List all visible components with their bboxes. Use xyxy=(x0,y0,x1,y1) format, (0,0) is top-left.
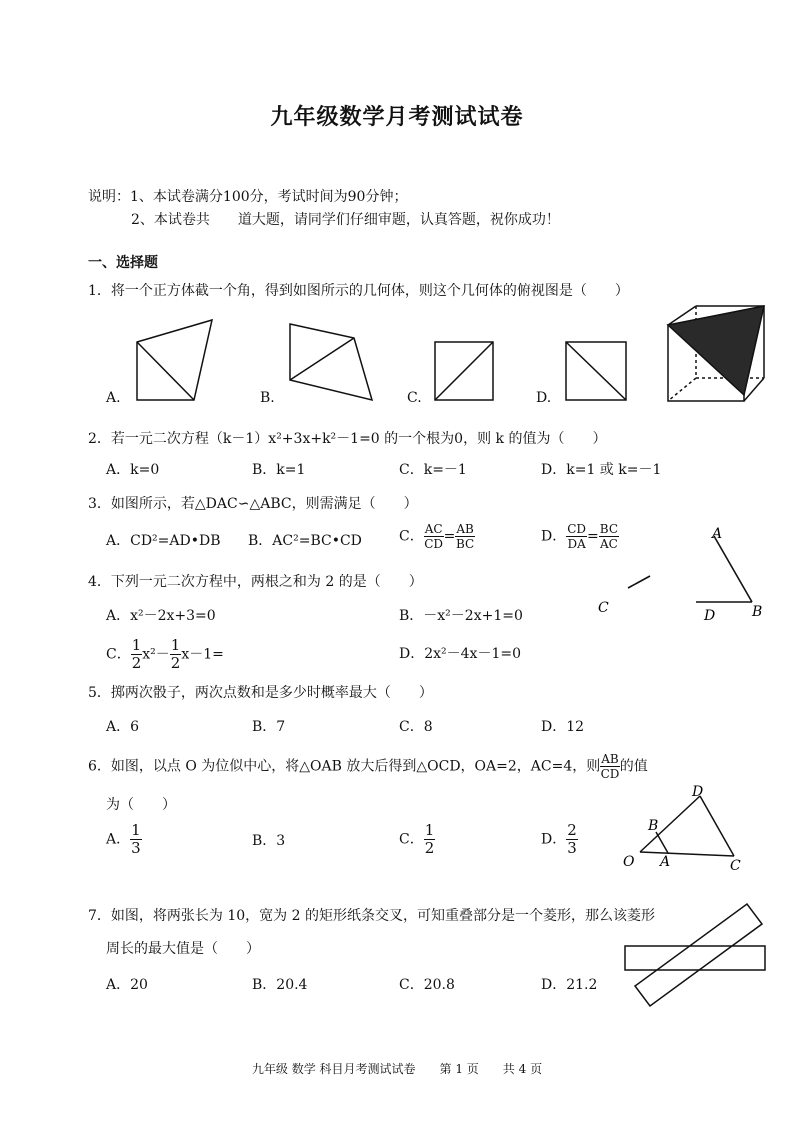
q3-d-right-fraction: $\frac{BC}{AC}$ xyxy=(599,522,619,551)
q7-option-c: C．20.8 xyxy=(399,977,455,993)
q4-option-d: D．2x²－4x－1=0 xyxy=(399,646,521,662)
q3-option-a: A．CD²=AD•DB xyxy=(106,533,221,549)
q3-option-b: B．AC²=BC•CD xyxy=(248,533,362,549)
q6-point-b: B xyxy=(648,818,659,834)
q1-option-b-label: B. xyxy=(260,390,275,406)
question-3-text: 3．如图所示，若△DAC∽△ABC，则需满足（ ） xyxy=(88,496,418,512)
q6-option-a-label: A． xyxy=(106,831,131,848)
q6-fraction: $\frac{AB}{CD}$ xyxy=(600,752,620,781)
q4-c-end: x－1= xyxy=(181,646,224,663)
q3-point-d: D xyxy=(704,608,716,624)
q6-option-d-label: D． xyxy=(541,831,567,848)
q7-option-b: B．20.4 xyxy=(252,977,308,993)
q6-c-fraction: $\frac{1}{2}$ xyxy=(424,821,435,857)
section-heading: 一、选择题 xyxy=(88,255,158,271)
q2-option-c: C．k=－1 xyxy=(399,462,467,478)
q1-option-d-label: D. xyxy=(536,390,552,406)
q3-option-c-label: C． xyxy=(399,528,424,545)
q6-point-d: D xyxy=(692,784,704,800)
q6-a-fraction: $\frac{1}{3}$ xyxy=(131,821,141,857)
q6-text-main: 6．如图，以点 O 为位似中心，将△OAB 放大后得到△OCD，OA=2，AC=4，则 xyxy=(88,758,601,775)
question-2-text: 2．若一元二次方程（k－1）x²+3x+k²－1=0 的一个根为0，则 k 的值为（ ） xyxy=(88,431,607,447)
q4-option-c-label: C． xyxy=(106,646,131,663)
page-title: 九年级数学月考测试试卷 xyxy=(270,104,524,130)
q4-option-a: A．x²－2x+3=0 xyxy=(106,608,216,624)
q5-option-c: C．8 xyxy=(399,719,433,735)
q1-option-a-label: A. xyxy=(106,390,121,406)
q2-option-a: A．k=0 xyxy=(106,462,160,478)
q7-option-a: A．20 xyxy=(106,977,148,993)
q3-c-left-fraction: $\frac{AC}{CD}$ xyxy=(424,522,444,551)
q4-c-fraction-1: $\frac{1}{2}$ xyxy=(131,636,142,672)
q6-text-end: 的值 xyxy=(619,758,648,775)
q6-d-fraction: $\frac{2}{3}$ xyxy=(567,821,577,857)
q6-point-a: A xyxy=(660,854,671,870)
question-7-text: 7．如图，将两张长为 10，宽为 2 的矩形纸条交叉，可知重叠部分是一个菱形，那么该菱形 xyxy=(88,908,655,924)
instructions-line-1: 说明：1、本试卷满分100分，考试时间为90分钟； xyxy=(88,189,408,205)
q3-option-d: D． $\frac{CD}{DA}$ = $\frac{BC}{AC}$ xyxy=(541,522,619,551)
question-5-text: 5．掷两次骰子，两次点数和是多少时概率最大（ ） xyxy=(88,685,433,701)
q3-point-b: B xyxy=(752,604,763,620)
q6-option-c-label: C． xyxy=(399,831,424,848)
q3-point-c: C xyxy=(598,600,609,616)
q6-point-c: C xyxy=(730,858,741,874)
page-footer: 九年级 数学 科目月考测试试卷 第 1 页 共 4 页 xyxy=(251,1062,543,1076)
q5-option-a: A．6 xyxy=(106,719,140,735)
q6-option-b: B．3 xyxy=(252,833,286,849)
q7-option-d: D．21.2 xyxy=(541,977,598,993)
question-1-text: 1．将一个正方体截一个角，得到如图所示的几何体，则这个几何体的俯视图是（ ） xyxy=(88,283,629,299)
instructions-line-2: 2、本试卷共 道大题，请同学们仔细审题，认真答题，祝你成功！ xyxy=(131,212,560,228)
q4-c-fraction-2: $\frac{1}{2}$ xyxy=(170,636,181,672)
q4-c-middle: x²－ xyxy=(142,646,170,663)
question-7-text-2: 周长的最大值是（ ） xyxy=(106,941,260,957)
q2-option-d: D．k=1 或 k=－1 xyxy=(541,462,662,478)
q3-d-left-fraction: $\frac{CD}{DA}$ xyxy=(567,522,587,551)
q3-c-right-fraction: $\frac{AB}{BC}$ xyxy=(455,522,475,551)
question-4-text: 4．下列一元二次方程中，两根之和为 2 的是（ ） xyxy=(88,574,423,590)
q3-option-d-label: D． xyxy=(541,528,567,545)
q4-option-b: B．－x²－2x+1=0 xyxy=(399,608,523,624)
question-6-text-2: 为（ ） xyxy=(106,797,176,813)
q2-option-b: B．k=1 xyxy=(252,462,306,478)
q5-option-d: D．12 xyxy=(541,719,585,735)
q5-option-b: B．7 xyxy=(252,719,286,735)
q6-point-o: O xyxy=(623,854,635,870)
q3-option-c: C． $\frac{AC}{CD}$ = $\frac{AB}{BC}$ xyxy=(399,522,475,551)
q1-option-c-label: C. xyxy=(407,390,422,406)
q3-point-a: A xyxy=(712,526,723,542)
